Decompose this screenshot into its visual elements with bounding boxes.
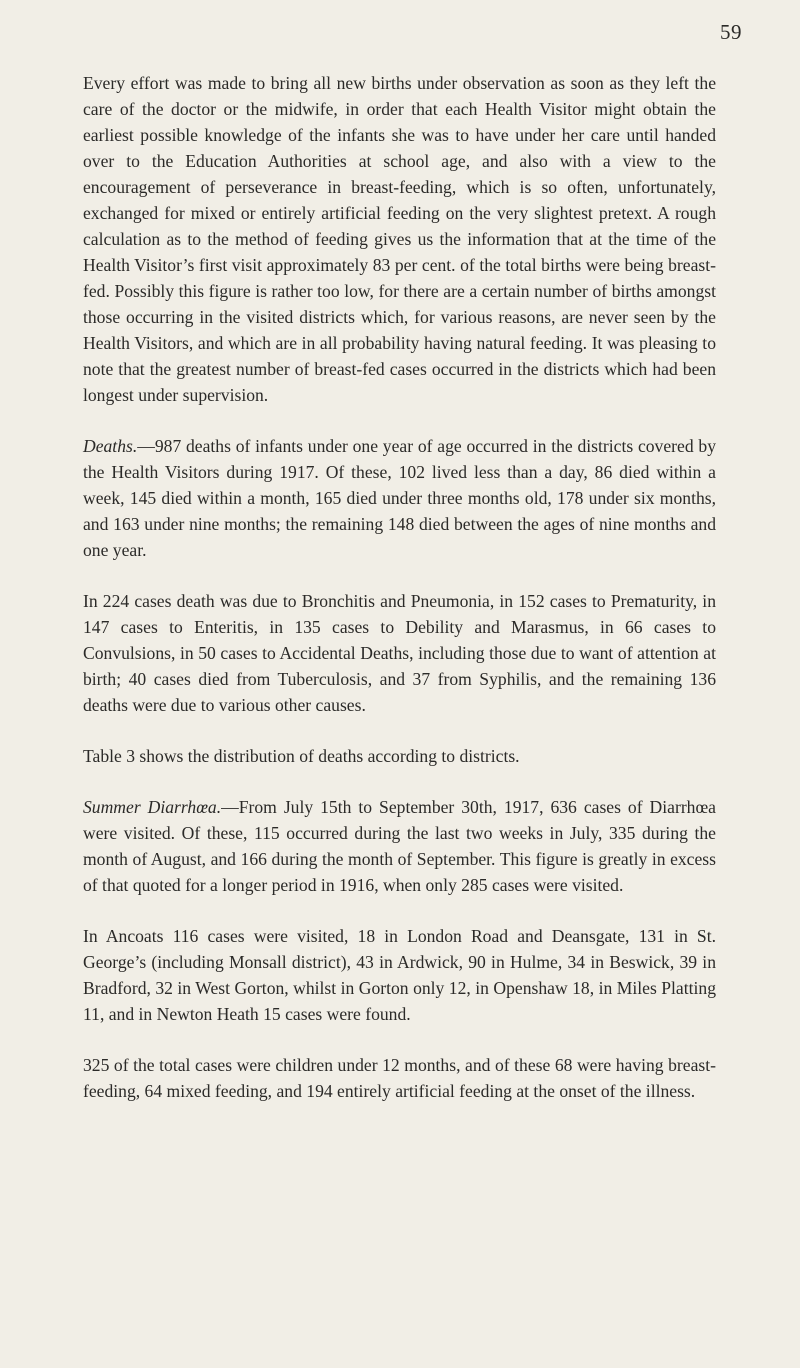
- section-heading-deaths: Deaths.: [83, 436, 138, 456]
- paragraph-districts: [83, 923, 716, 1027]
- paragraph-text: 325 of the total cases were children under 12 months, and of these 68 were having breast-feeding, 64 mixed feeding, and 194 entirely artificial feeding at the onset of the illness.: [83, 1055, 716, 1101]
- paragraph-text: In Ancoats 116 cases were visited, 18 in London Road and Deansgate, 131 in St. George’s (including Monsall district), 43 in Ardwick, 90 in Hulme, 34 in Beswick, 39 in Bradford, 32 in West Gorton, whilst in Gorton only 12, in Openshaw 18, in Miles Platting 11, and in Newton Heath 15 cases were found.: [83, 926, 716, 1024]
- paragraph-text: Table 3 shows the distribution of deaths according to districts.: [83, 746, 520, 766]
- paragraph-text: —From July 15th to September 30th, 1917, 636 cases of Diarrhœa were visited. Of these, 115 occurred during the last two weeks in July, 335 during the month of August, and 166 during the month of September. This figure is greatly in excess of that quoted for a longer period in 1916, when only 285 cases were visited.: [83, 797, 716, 895]
- paragraph-text: Every effort was made to bring all new births under observation as soon as they left the care of the doctor or the midwife, in order that each Health Visitor might obtain the earliest possible knowledge of the infants she was to have under her care until handed over to the Education Authorities at school age, and also with a view to the encouragement of perseverance in breast-feeding, which is so often, unfortunately, exchanged for mixed or entirely artificial feeding on the very slightest pretext. A rough calculation as to the method of feeding gives us the information that at the time of the Health Visitor’s first visit approximately 83 per cent. of the total births were being breast-fed. Possibly this figure is rather too low, for there are a certain number of births amongst those occurring in the visited districts which, for various reasons, are never seen by the Health Visitors, and which are in all probability having natural feeding. It was pleasing to note that the greatest number of breast-fed cases occurred in the districts which had been longest under supervision.: [83, 73, 716, 405]
- paragraph-text: —987 deaths of infants under one year of age occurred in the districts covered by the Health Visitors during 1917. Of these, 102 lived less than a day, 86 died within a week, 145 died within a month, 165 died under three months old, 178 under six months, and 163 under nine months; the remaining 148 died between the ages of nine months and one year.: [83, 436, 716, 560]
- body-text: [83, 70, 716, 1129]
- section-heading-summer-diarrhoea: Summer Diarrhœa.: [83, 797, 222, 817]
- page-number: 59: [720, 20, 742, 44]
- paragraph-deaths: [83, 433, 716, 563]
- paragraph-feeding-at-onset: [83, 1052, 716, 1104]
- paragraph-table-reference: [83, 743, 716, 769]
- paragraph-breast-feeding: [83, 70, 716, 408]
- paragraph-summer-diarrhoea: [83, 794, 716, 898]
- paragraph-causes-of-death: [83, 588, 716, 718]
- paragraph-text: In 224 cases death was due to Bronchitis and Pneumonia, in 152 cases to Prematurity, in 147 cases to Enteritis, in 135 cases to Debility and Marasmus, in 66 cases to Convulsions, in 50 cases to Accidental Deaths, including those due to want of attention at birth; 40 cases died from Tuberculosis, and 37 from Syphilis, and the remaining 136 deaths were due to various other causes.: [83, 591, 716, 715]
